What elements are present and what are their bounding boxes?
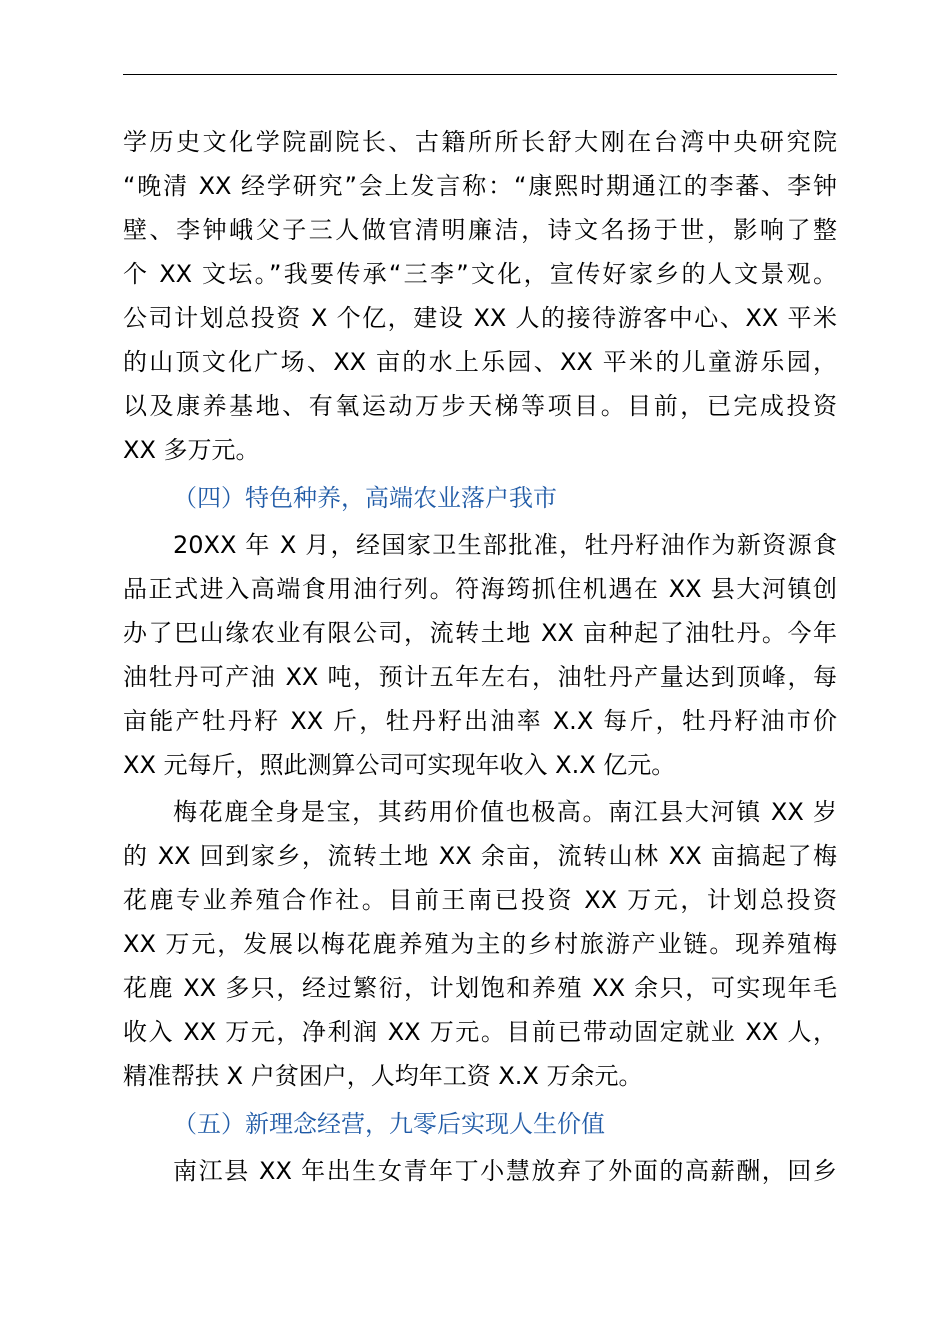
text-line: 20XX 年 X 月，经国家卫生部批准，牡丹籽油作为新资源食 xyxy=(173,531,837,559)
section-heading: （五）新理念经营，九零后实现人生价值 xyxy=(173,1110,605,1138)
text-line: “晚清 XX 经学研究”会上发言称：“康熙时期通江的李蕃、李钟 xyxy=(123,172,837,200)
text-line: 精准帮扶 X 户贫困户，人均年工资 X.X 万余元。 xyxy=(123,1062,643,1090)
text-line: 的山顶文化广场、XX 亩的水上乐园、XX 平米的儿童游乐园， xyxy=(123,348,837,376)
text-line: 花鹿专业养殖合作社。目前王南已投资 XX 万元，计划总投资 xyxy=(123,886,837,914)
text-line: 油牡丹可产油 XX 吨，预计五年左右，油牡丹产量达到顶峰，每 xyxy=(123,663,837,691)
text-line: 梅花鹿全身是宝，其药用价值也极高。南江县大河镇 XX 岁 xyxy=(173,798,837,826)
section-heading: （四）特色种养，高端农业落户我市 xyxy=(173,484,557,512)
text-line: 南江县 XX 年出生女青年丁小慧放弃了外面的高薪酬，回乡 xyxy=(173,1157,837,1185)
header-rule xyxy=(123,74,837,75)
text-line: XX 万元，发展以梅花鹿养殖为主的乡村旅游产业链。现养殖梅 xyxy=(123,930,837,958)
text-line: 办了巴山缘农业有限公司，流转土地 XX 亩种起了油牡丹。今年 xyxy=(123,619,837,647)
text-line: 公司计划总投资 X 个亿，建设 XX 人的接待游客中心、XX 平米 xyxy=(123,304,837,332)
text-line: 亩能产牡丹籽 XX 斤，牡丹籽出油率 X.X 每斤，牡丹籽油市价 xyxy=(123,707,837,735)
text-line: XX 元每斤，照此测算公司可实现年收入 X.X 亿元。 xyxy=(123,751,676,779)
text-line: 花鹿 XX 多只，经过繁衍，计划饱和养殖 XX 余只，可实现年毛 xyxy=(123,974,837,1002)
text-line: 品正式进入高端食用油行列。符海筠抓住机遇在 XX 县大河镇创 xyxy=(123,575,837,603)
text-line: 个 XX 文坛。”我要传承“三李”文化，宣传好家乡的人文景观。 xyxy=(123,260,837,288)
text-line: XX 多万元。 xyxy=(123,436,260,464)
text-line: 学历史文化学院副院长、古籍所所长舒大刚在台湾中央研究院 xyxy=(123,128,837,156)
text-line: 收入 XX 万元，净利润 XX 万元。目前已带动固定就业 XX 人， xyxy=(123,1018,837,1046)
text-line: 以及康养基地、有氧运动万步天梯等项目。目前，已完成投资 xyxy=(123,392,837,420)
text-line: 壁、李钟峨父子三人做官清明廉洁，诗文名扬于世，影响了整 xyxy=(123,216,837,244)
text-line: 的 XX 回到家乡，流转土地 XX 余亩，流转山林 XX 亩搞起了梅 xyxy=(123,842,837,870)
